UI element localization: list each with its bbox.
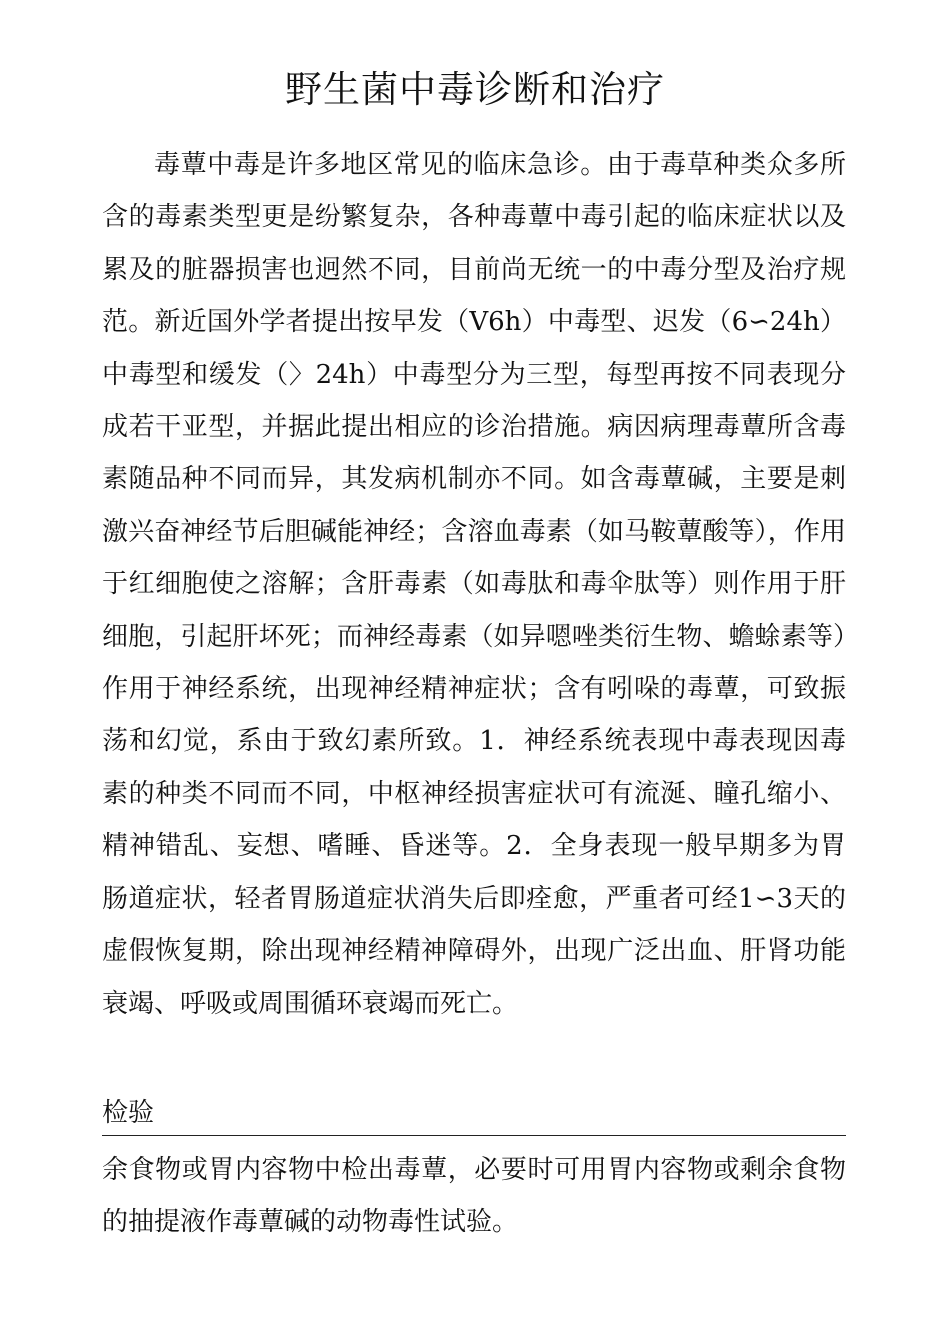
section-heading: 检验: [102, 1098, 155, 1128]
section-paragraph: 余食物或胃内容物中检出毒蕈，必要时可用胃内容物或剩余食物的抽提液作毒蕈碱的动物毒性试验。: [102, 1155, 846, 1238]
section-divider: [102, 1135, 846, 1136]
document-title: 野生菌中毒诊断和治疗: [285, 68, 665, 111]
body-paragraph: 毒蕈中毒是许多地区常见的临床急诊。由于毒草种类众多所含的毒素类型更是纷繁复杂，各种毒蕈中毒引起的临床症状以及累及的脏器损害也迥然不同，目前尚无统一的中毒分型及治疗规范。新近国外学者提出按早发（V6h）中毒型、迟发（6∽24h）中毒型和缓发（〉24h）中毒型分为三型，每型再按不同表现分成若干亚型，并据此提出相应的诊治措施。病因病理毒蕈所含毒素随品种不同而异，其发病机制亦不同。如含毒蕈碱，主要是刺激兴奋神经节后胆碱能神经；含溶血毒素（如马鞍蕈酸等），作用于红细胞使之溶解；含肝毒素（如毒肽和毒伞肽等）则作用于肝细胞，引起肝坏死；而神经毒素（如异嗯唑类衍生物、蟾蜍素等）作用于神经系统，出现神经精神症状；含有吲哚的毒蕈，可致振荡和幻觉，系由于致幻素所致。1．神经系统表现中毒表现因毒素的种类不同而不同，中枢神经损害症状可有流涎、瞳孔缩小、精神错乱、妄想、嗜睡、昏迷等。2．全身表现一般早期多为胃肠道症状，轻者胃肠道症状消失后即痊愈，严重者可经1∽3天的虚假恢复期，除出现神经精神障碍外，出现广泛出血、肝肾功能衰竭、呼吸或周围循环衰竭而死亡。: [102, 150, 846, 1019]
